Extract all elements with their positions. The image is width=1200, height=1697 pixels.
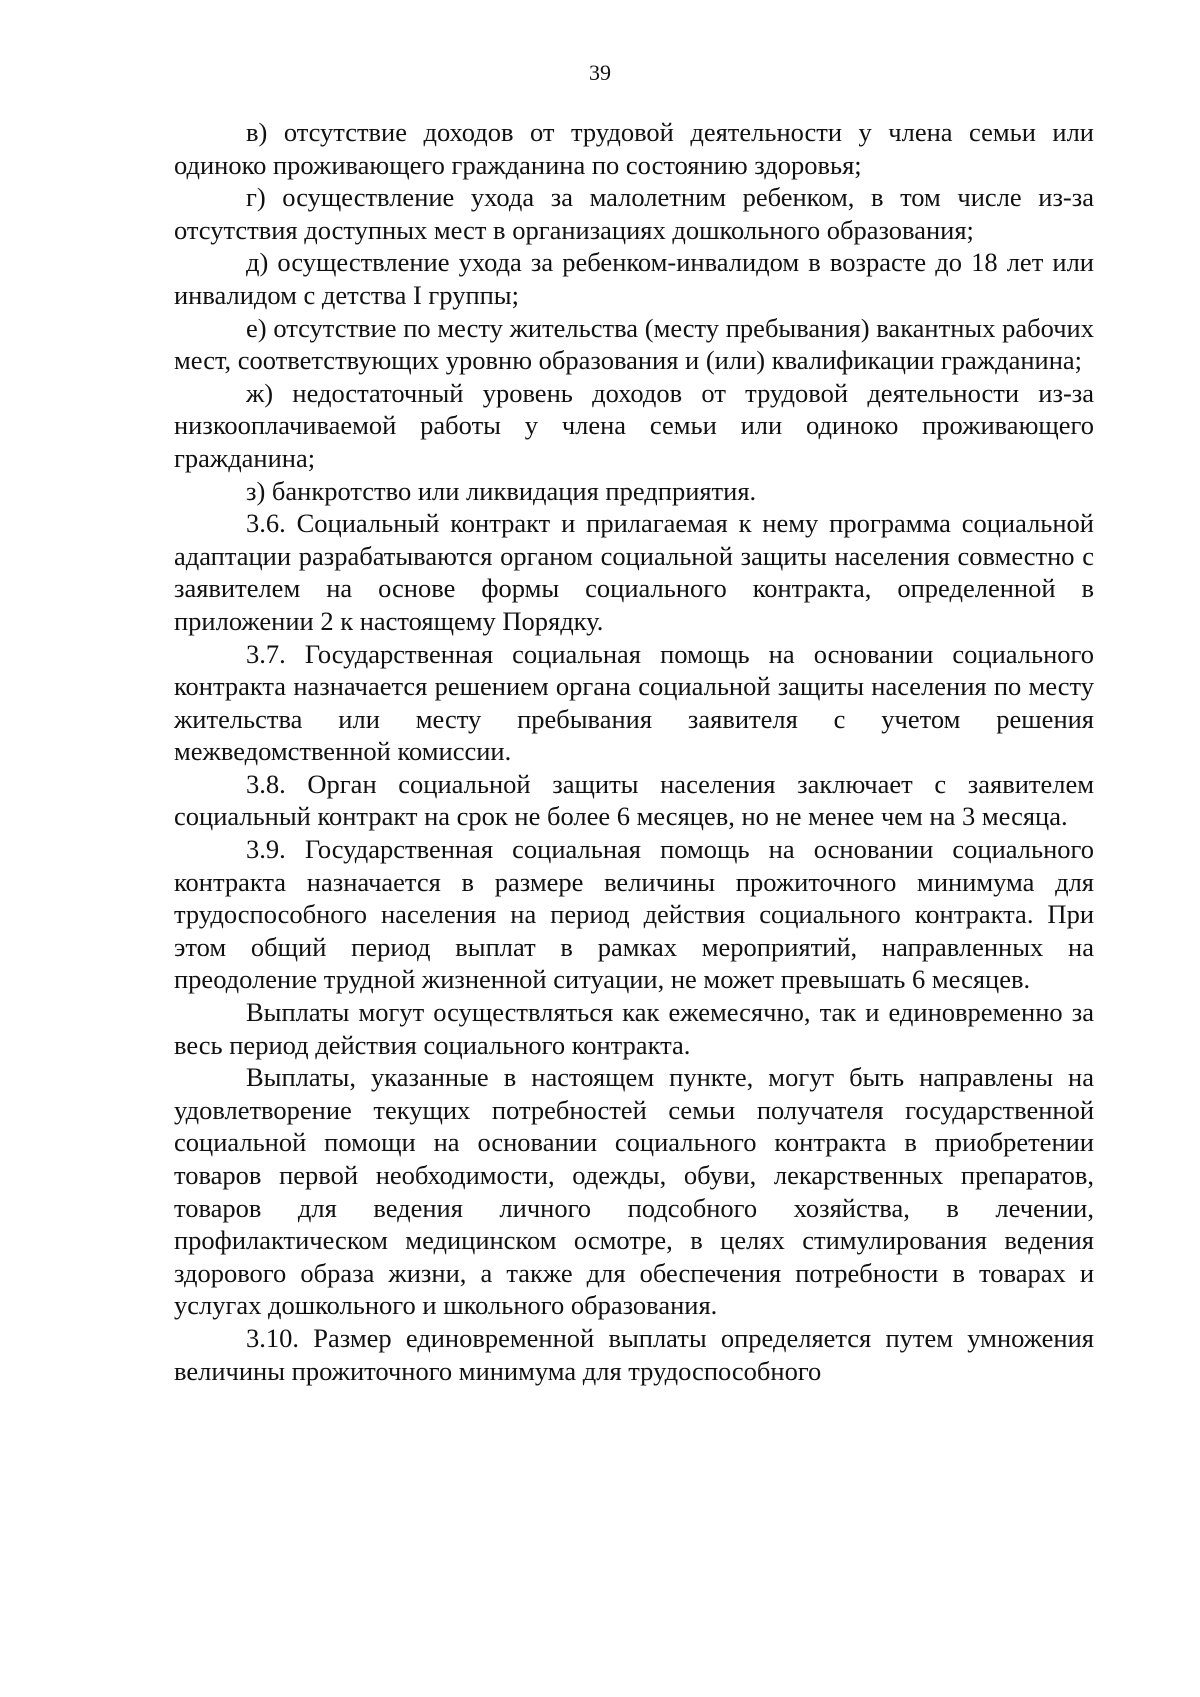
paragraph-item-zh: ж) недостаточный уровень доходов от трудовой деятельности из-за низкооплачиваемой работы у члена семьи или одиноко проживающего гражданина; (174, 377, 1094, 473)
paragraph-item-v: в) отсутствие доходов от трудовой деятельности у члена семьи или одиноко проживающего гражданина по состоянию здоровья; (174, 117, 1094, 180)
paragraph-item-g: г) осуществление ухода за малолетним ребенком, в том числе из-за отсутствия доступных мест в организациях дошкольного образования; (174, 182, 1094, 245)
paragraph-3-8: 3.8. Орган социальной защиты населения заключает с заявителем социальный контракт на срок не более 6 месяцев, но не менее чем на 3 месяца. (174, 768, 1094, 832)
paragraph-3-6: 3.6. Социальный контракт и прилагаемая к нему программа социальной адаптации разрабатываются органом социальной защиты населения совместно с заявителем на основе формы социального контракта, определенной в приложении 2 к настоящему Порядку. (174, 508, 1094, 636)
paragraph-item-e: е) отсутствие по месту жительства (месту пребывания) вакантных рабочих мест, соответствующих уровню образования и (или) квалификации гражданина; (174, 312, 1094, 376)
paragraph-3-7: 3.7. Государственная социальная помощь на основании социального контракта назначается решением органа социальной защиты населения по месту жительства или месту пребывания заявителя с учетом решения межведомственной комиссии. (174, 638, 1094, 767)
page-number: 39 (589, 60, 611, 85)
paragraph-3-9: 3.9. Государственная социальная помощь на основании социального контракта назначается в размере величины прожиточного минимума для трудоспособного населения на период действия социального контракта. При этом общий период выплат в рамках мероприятий, направленных на преодоление трудной жизненной ситуации, не может превышать 6 месяцев. (174, 834, 1094, 995)
paragraph-item-d: д) осуществление ухода за ребенком-инвалидом в возрасте до 18 лет или инвалидом с детства I группы; (174, 247, 1094, 310)
paragraph-item-z: з) банкротство или ликвидация предприятия. (246, 475, 757, 506)
document-body (174, 116, 1094, 1387)
paragraph-payments-frequency: Выплаты могут осуществляться как ежемесячно, так и единовременно за весь период действия социального контракта. (174, 997, 1094, 1060)
paragraph-payments-purpose: Выплаты, указанные в настоящем пункте, могут быть направлены на удовлетворение текущих потребностей семьи получателя государственной социальной помощи на основании социального контракта в приобретении товаров первой необходимости, одежды, обуви, лекарственных препаратов, товаров для ведения личного подсобного хозяйства, в лечении, профилактическом медицинском осмотре, в целях стимулирования ведения здорового образа жизни, а также для обеспечения потребности в товарах и услугах дошкольного и школьного образования. (174, 1062, 1094, 1321)
paragraph-3-10: 3.10. Размер единовременной выплаты определяется путем умножения величины прожиточного минимума для трудоспособного (174, 1322, 1094, 1386)
